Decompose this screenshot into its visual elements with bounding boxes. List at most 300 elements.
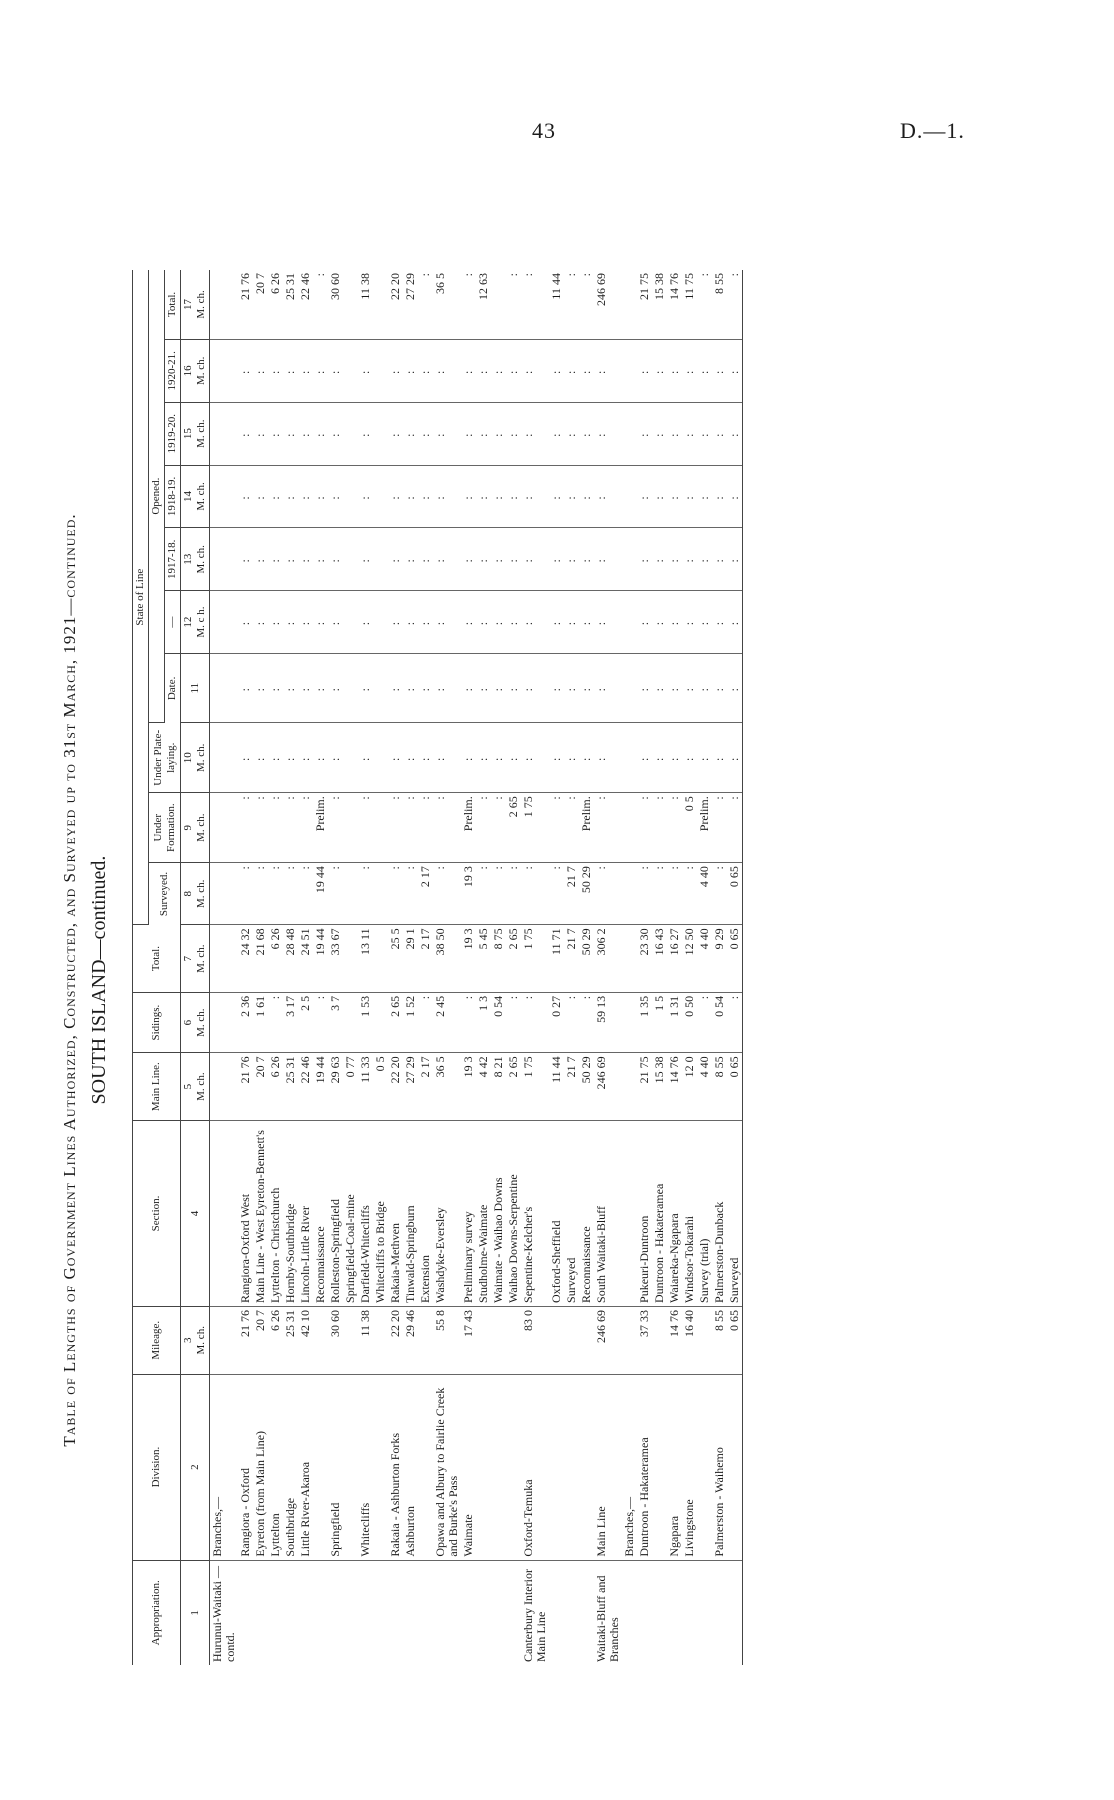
cell-main-line: 20 7 xyxy=(253,1053,268,1121)
cell-opened-1919-20: : xyxy=(476,402,491,465)
cell-opened-1917-18: : xyxy=(712,528,727,591)
cell-sidings: 2 5 xyxy=(298,992,313,1052)
cell-opened-total: : xyxy=(461,270,476,339)
table-row xyxy=(564,270,579,1665)
col-header-main-line: Main Line. xyxy=(133,1053,181,1121)
cell-appropriation xyxy=(712,1560,727,1665)
col-header-total-opened: Total. xyxy=(165,270,181,339)
cell-mileage: 16 40 xyxy=(682,1306,697,1374)
cell-opened-total: 36 5 xyxy=(433,270,461,339)
cell-total: 24 51 xyxy=(298,925,313,993)
cell-appropriation xyxy=(298,1560,313,1665)
cell-section: Oxford-Sheffield xyxy=(549,1120,564,1306)
cell-section: Extension xyxy=(418,1120,433,1306)
cell-date: : xyxy=(637,653,652,722)
cell-opened-total: 6 26 xyxy=(268,270,283,339)
cell-under-platelaying: : xyxy=(388,723,403,793)
cell-appropriation xyxy=(328,1560,343,1665)
cell-total: 2 17 xyxy=(418,925,433,993)
col-header-1919-20: 1919-20. xyxy=(165,402,181,465)
cell-surveyed: : xyxy=(238,863,253,925)
cell-main-line: 11 44 xyxy=(549,1053,564,1121)
cell-mileage xyxy=(491,1306,506,1374)
cell-opened-1920-21: : xyxy=(433,339,461,402)
cell-opened-1917-18: : xyxy=(238,528,253,591)
cell-mileage: 55 8 xyxy=(433,1306,461,1374)
cell-surveyed: : xyxy=(328,863,343,925)
cell-opened-1919-20: : xyxy=(506,402,521,465)
cell-mileage xyxy=(476,1306,491,1374)
cell-section: Lincoln-Little River xyxy=(298,1120,313,1306)
cell-division: Ngapara xyxy=(667,1374,682,1560)
cell-opened-col12: : xyxy=(461,591,476,654)
col-header-sidings: Sidings. xyxy=(133,992,181,1052)
cell-section xyxy=(210,1120,239,1306)
cell-under-platelaying: : xyxy=(298,723,313,793)
cell-surveyed: : xyxy=(637,863,652,925)
cell-section: Hornby-Southbridge xyxy=(283,1120,298,1306)
cell-opened-1918-19 xyxy=(210,465,239,528)
cell-under-formation: : xyxy=(652,793,667,863)
table-row xyxy=(298,270,313,1665)
cell-opened-1919-20: : xyxy=(283,402,298,465)
col-header-1918-19: 1918-19. xyxy=(165,465,181,528)
cell-total: 21 7 xyxy=(564,925,579,993)
cell-opened-total xyxy=(210,270,239,339)
cell-appropriation xyxy=(579,1560,594,1665)
cell-opened-col12: : xyxy=(253,591,268,654)
cell-opened-1920-21: : xyxy=(388,339,403,402)
cell-surveyed xyxy=(343,863,358,925)
cell-appropriation xyxy=(461,1560,476,1665)
table-row xyxy=(521,270,549,1665)
cell-opened-1918-19: : xyxy=(313,465,328,528)
cell-opened-col12: : xyxy=(433,591,461,654)
cell-date xyxy=(622,653,637,722)
cell-opened-1919-20: : xyxy=(564,402,579,465)
cell-under-formation: : xyxy=(594,793,622,863)
cell-under-platelaying: : xyxy=(697,723,712,793)
table-row xyxy=(579,270,594,1665)
cell-surveyed: : xyxy=(476,863,491,925)
cell-under-formation: : xyxy=(298,793,313,863)
cell-sidings: 1 3 xyxy=(476,992,491,1052)
cell-opened-1919-20: : xyxy=(298,402,313,465)
table-title: Table of Lengths of Government Lines Authorized, Constructed, and Surveyed up to 31st March, 1921—continued. xyxy=(60,513,79,1447)
col-number: 11 xyxy=(181,653,210,722)
table-row xyxy=(358,270,373,1665)
table-row xyxy=(491,270,506,1665)
cell-main-line: 0 65 xyxy=(727,1053,743,1121)
cell-surveyed: : xyxy=(506,863,521,925)
cell-main-line: 0 5 xyxy=(373,1053,388,1121)
cell-opened-1920-21: : xyxy=(283,339,298,402)
col-header-division: Division. xyxy=(133,1374,181,1560)
cell-opened-1920-21: : xyxy=(594,339,622,402)
cell-surveyed: 19 44 xyxy=(313,863,328,925)
cell-surveyed: : xyxy=(682,863,697,925)
table-row xyxy=(253,270,268,1665)
cell-opened-total: 11 44 xyxy=(549,270,564,339)
cell-section xyxy=(622,1120,637,1306)
cell-opened-1920-21: : xyxy=(313,339,328,402)
table-row xyxy=(461,270,476,1665)
cell-under-platelaying: : xyxy=(667,723,682,793)
cell-opened-1919-20: : xyxy=(268,402,283,465)
cell-mileage: 83 0 xyxy=(521,1306,549,1374)
cell-opened-1918-19: : xyxy=(283,465,298,528)
cell-date: : xyxy=(283,653,298,722)
cell-date: : xyxy=(549,653,564,722)
table-row xyxy=(549,270,564,1665)
cell-date: : xyxy=(682,653,697,722)
cell-opened-1918-19: : xyxy=(461,465,476,528)
cell-opened-1917-18 xyxy=(622,528,637,591)
cell-appropriation xyxy=(283,1560,298,1665)
cell-mileage xyxy=(652,1306,667,1374)
cell-opened-total: : xyxy=(697,270,712,339)
cell-sidings: 2 36 xyxy=(238,992,253,1052)
table-row xyxy=(652,270,667,1665)
cell-surveyed: : xyxy=(283,863,298,925)
cell-opened-1920-21: : xyxy=(268,339,283,402)
cell-surveyed xyxy=(622,863,637,925)
cell-mileage: 20 7 xyxy=(253,1306,268,1374)
cell-appropriation xyxy=(622,1560,637,1665)
cell-date: : xyxy=(461,653,476,722)
table-row xyxy=(667,270,682,1665)
cell-under-platelaying: : xyxy=(328,723,343,793)
cell-opened-total: 21 76 xyxy=(238,270,253,339)
cell-division: Rakaia - Ashburton Forks xyxy=(388,1374,403,1560)
cell-opened-1920-21 xyxy=(210,339,239,402)
cell-appropriation xyxy=(506,1560,521,1665)
cell-opened-total: 15 38 xyxy=(652,270,667,339)
cell-section: Surveyed xyxy=(564,1120,579,1306)
cell-sidings: 59 13 xyxy=(594,992,622,1052)
cell-sidings: 1 53 xyxy=(358,992,373,1052)
cell-under-formation: : xyxy=(564,793,579,863)
cell-opened-1919-20: : xyxy=(491,402,506,465)
cell-under-formation: 2 65 xyxy=(506,793,521,863)
cell-under-formation: Prelim. xyxy=(313,793,328,863)
cell-division: Livingstone xyxy=(682,1374,697,1560)
cell-total: 16 43 xyxy=(652,925,667,993)
cell-under-platelaying: : xyxy=(313,723,328,793)
cell-under-platelaying: : xyxy=(491,723,506,793)
cell-opened-1920-21 xyxy=(622,339,637,402)
cell-mileage: 14 76 xyxy=(667,1306,682,1374)
cell-surveyed: : xyxy=(388,863,403,925)
cell-opened-1917-18: : xyxy=(549,528,564,591)
cell-opened-total: 27 29 xyxy=(403,270,418,339)
cell-opened-1920-21: : xyxy=(564,339,579,402)
cell-opened-1920-21: : xyxy=(652,339,667,402)
cell-opened-1920-21: : xyxy=(298,339,313,402)
cell-sidings: : xyxy=(579,992,594,1052)
cell-surveyed: : xyxy=(268,863,283,925)
cell-opened-1919-20: : xyxy=(433,402,461,465)
cell-opened-1917-18: : xyxy=(328,528,343,591)
table-row xyxy=(418,270,433,1665)
cell-surveyed: 50 29 xyxy=(579,863,594,925)
cell-section: Whitecliffs to Bridge xyxy=(373,1120,388,1306)
cell-under-formation: : xyxy=(328,793,343,863)
cell-under-formation: Prelim. xyxy=(697,793,712,863)
cell-opened-1918-19: : xyxy=(328,465,343,528)
cell-main-line: 22 20 xyxy=(388,1053,403,1121)
cell-under-formation: : xyxy=(418,793,433,863)
cell-opened-total: 25 31 xyxy=(283,270,298,339)
page-number: 43 xyxy=(532,118,556,143)
cell-opened-col12: : xyxy=(358,591,373,654)
cell-surveyed: 19 3 xyxy=(461,863,476,925)
cell-total: 1 75 xyxy=(521,925,549,993)
cell-under-platelaying: : xyxy=(253,723,268,793)
col-number: 3 M. ch. xyxy=(181,1306,210,1374)
cell-opened-1919-20: : xyxy=(403,402,418,465)
cell-opened-1917-18 xyxy=(343,528,358,591)
cell-date: : xyxy=(403,653,418,722)
cell-mileage xyxy=(622,1306,637,1374)
cell-date: : xyxy=(712,653,727,722)
cell-opened-1919-20: : xyxy=(549,402,564,465)
cell-section: Reconnaissance xyxy=(313,1120,328,1306)
cell-opened-col12: : xyxy=(712,591,727,654)
cell-opened-1917-18: : xyxy=(253,528,268,591)
cell-opened-1918-19: : xyxy=(594,465,622,528)
cell-opened-1919-20: : xyxy=(712,402,727,465)
cell-sidings: 1 61 xyxy=(253,992,268,1052)
cell-mileage xyxy=(549,1306,564,1374)
cell-opened-total: 22 46 xyxy=(298,270,313,339)
cell-opened-total xyxy=(491,270,506,339)
cell-division: Waimate xyxy=(461,1374,476,1560)
cell-appropriation xyxy=(403,1560,418,1665)
col-number: 13 M. ch. xyxy=(181,528,210,591)
cell-appropriation: Hurunui-Waitaki —contd. xyxy=(210,1565,237,1662)
cell-under-platelaying: : xyxy=(549,723,564,793)
cell-division: Oxford-Temuka xyxy=(521,1374,549,1560)
cell-opened-1917-18: : xyxy=(667,528,682,591)
cell-opened-1920-21: : xyxy=(521,339,549,402)
cell-section: South Waitaki-Bluff xyxy=(594,1120,622,1306)
col-number: 4 xyxy=(181,1120,210,1306)
cell-opened-total: : xyxy=(564,270,579,339)
cell-main-line: 14 76 xyxy=(667,1053,682,1121)
table-row xyxy=(283,270,298,1665)
cell-opened-1919-20: : xyxy=(727,402,743,465)
cell-opened-1919-20: : xyxy=(697,402,712,465)
cell-appropriation xyxy=(667,1560,682,1665)
cell-opened-1918-19: : xyxy=(418,465,433,528)
cell-main-line: 15 38 xyxy=(652,1053,667,1121)
cell-mileage xyxy=(579,1306,594,1374)
cell-section: Windsor-Tokarahi xyxy=(682,1120,697,1306)
cell-section: Main Line - West Eyreton-Bennett's xyxy=(253,1120,268,1306)
cell-opened-1917-18: : xyxy=(697,528,712,591)
cell-opened-1918-19: : xyxy=(727,465,743,528)
table-row xyxy=(594,270,622,1665)
cell-opened-1920-21 xyxy=(343,339,358,402)
cell-section: Springfield-Coal-mine xyxy=(343,1120,358,1306)
cell-surveyed xyxy=(210,863,239,925)
cell-opened-1918-19 xyxy=(343,465,358,528)
cell-total: 50 29 xyxy=(579,925,594,993)
cell-mileage xyxy=(564,1306,579,1374)
cell-opened-col12: : xyxy=(506,591,521,654)
cell-date: : xyxy=(388,653,403,722)
cell-opened-1918-19: : xyxy=(506,465,521,528)
cell-total: 33 67 xyxy=(328,925,343,993)
cell-total: 4 40 xyxy=(697,925,712,993)
cell-opened-1917-18: : xyxy=(313,528,328,591)
cell-under-platelaying: : xyxy=(433,723,461,793)
cell-main-line: 19 44 xyxy=(313,1053,328,1121)
cell-opened-1920-21: : xyxy=(418,339,433,402)
col-header-under-platelaying: Under Plate-laying. xyxy=(149,723,181,793)
cell-opened-col12 xyxy=(373,591,388,654)
cell-date: : xyxy=(594,653,622,722)
cell-surveyed: : xyxy=(521,863,549,925)
cell-opened-1917-18: : xyxy=(506,528,521,591)
cell-opened-col12: : xyxy=(564,591,579,654)
cell-mileage: 246 69 xyxy=(594,1306,622,1374)
cell-main-line: 25 31 xyxy=(283,1053,298,1121)
cell-under-formation xyxy=(373,793,388,863)
cell-total xyxy=(373,925,388,993)
cell-surveyed: 4 40 xyxy=(697,863,712,925)
cell-opened-1920-21: : xyxy=(476,339,491,402)
cell-opened-1917-18: : xyxy=(579,528,594,591)
cell-total: 29 1 xyxy=(403,925,418,993)
cell-opened-1917-18: : xyxy=(403,528,418,591)
cell-division: Southbridge xyxy=(283,1374,298,1560)
cell-surveyed: : xyxy=(491,863,506,925)
cell-opened-col12: : xyxy=(298,591,313,654)
cell-main-line xyxy=(622,1053,637,1121)
cell-mileage: 0 65 xyxy=(727,1306,743,1374)
table-row xyxy=(682,270,697,1665)
cell-opened-1918-19: : xyxy=(667,465,682,528)
cell-total: 19 44 xyxy=(313,925,328,993)
cell-main-line: 2 17 xyxy=(418,1053,433,1121)
cell-opened-1918-19: : xyxy=(579,465,594,528)
cell-total xyxy=(343,925,358,993)
cell-opened-1917-18 xyxy=(210,528,239,591)
cell-sidings: 0 50 xyxy=(682,992,697,1052)
cell-opened-1918-19: : xyxy=(253,465,268,528)
cell-mileage: 11 38 xyxy=(358,1306,373,1374)
cell-opened-1917-18: : xyxy=(268,528,283,591)
page-reference: D.—1. xyxy=(900,118,965,143)
cell-section: Rangiora-Oxford West xyxy=(238,1120,253,1306)
cell-mileage: 42 10 xyxy=(298,1306,313,1374)
cell-division xyxy=(506,1374,521,1560)
cell-surveyed: 21 7 xyxy=(564,863,579,925)
cell-opened-1918-19: : xyxy=(697,465,712,528)
cell-sidings xyxy=(210,992,239,1052)
cell-appropriation xyxy=(697,1560,712,1665)
cell-date: : xyxy=(652,653,667,722)
cell-section: Sepentine-Kelcher's xyxy=(521,1120,549,1306)
cell-appropriation xyxy=(313,1560,328,1665)
cell-opened-total xyxy=(622,270,637,339)
cell-sidings xyxy=(622,992,637,1052)
col-number: 2 xyxy=(181,1374,210,1560)
cell-under-platelaying xyxy=(343,723,358,793)
cell-under-formation: : xyxy=(637,793,652,863)
cell-sidings: 0 27 xyxy=(549,992,564,1052)
cell-section: Lyttelton - Christchurch xyxy=(268,1120,283,1306)
table-row xyxy=(622,270,637,1665)
cell-opened-1920-21: : xyxy=(238,339,253,402)
cell-section: Waihao Downs-Serpentine xyxy=(506,1120,521,1306)
cell-division xyxy=(373,1374,388,1560)
cell-under-platelaying: : xyxy=(358,723,373,793)
cell-opened-1920-21: : xyxy=(637,339,652,402)
table-row xyxy=(238,270,253,1665)
cell-appropriation xyxy=(343,1560,358,1665)
cell-under-formation: : xyxy=(388,793,403,863)
cell-sidings: : xyxy=(268,992,283,1052)
cell-opened-total: 20 7 xyxy=(253,270,268,339)
cell-opened-1917-18: : xyxy=(358,528,373,591)
cell-under-platelaying xyxy=(373,723,388,793)
cell-sidings: 2 65 xyxy=(388,992,403,1052)
island-heading: SOUTH ISLAND—continued. xyxy=(88,855,110,1105)
cell-opened-total: : xyxy=(313,270,328,339)
cell-appropriation xyxy=(476,1560,491,1665)
cell-appropriation xyxy=(418,1560,433,1665)
rotated-table-page xyxy=(60,265,1020,1695)
cell-sidings: 3 17 xyxy=(283,992,298,1052)
cell-opened-total: 11 75 xyxy=(682,270,697,339)
cell-section: Tinwald-Springburn xyxy=(403,1120,418,1306)
cell-main-line: 246 69 xyxy=(594,1053,622,1121)
cell-division xyxy=(313,1374,328,1560)
cell-under-formation: : xyxy=(253,793,268,863)
cell-appropriation xyxy=(433,1560,461,1665)
col-number: 17 M. ch. xyxy=(181,270,210,339)
cell-opened-1919-20: : xyxy=(238,402,253,465)
cell-under-formation: : xyxy=(433,793,461,863)
cell-division: Eyreton (from Main Line) xyxy=(253,1374,268,1560)
col-number: 15 M. ch. xyxy=(181,402,210,465)
cell-division xyxy=(697,1374,712,1560)
cell-date: : xyxy=(491,653,506,722)
cell-opened-total: 22 20 xyxy=(388,270,403,339)
table-row xyxy=(476,270,491,1665)
cell-sidings: : xyxy=(564,992,579,1052)
cell-opened-total: : xyxy=(521,270,549,339)
cell-date: : xyxy=(358,653,373,722)
cell-appropriation xyxy=(238,1560,253,1665)
cell-opened-1917-18: : xyxy=(476,528,491,591)
cell-under-formation xyxy=(343,793,358,863)
cell-opened-1920-21: : xyxy=(506,339,521,402)
cell-surveyed: 0 65 xyxy=(727,863,743,925)
cell-opened-1919-20: : xyxy=(313,402,328,465)
cell-main-line: 21 75 xyxy=(637,1053,652,1121)
cell-surveyed: : xyxy=(652,863,667,925)
cell-opened-1920-21: : xyxy=(328,339,343,402)
cell-total: 6 26 xyxy=(268,925,283,993)
cell-total: 2 65 xyxy=(506,925,521,993)
cell-section: Darfield-Whitecliffs xyxy=(358,1120,373,1306)
cell-opened-total: : xyxy=(727,270,743,339)
cell-total: 306 2 xyxy=(594,925,622,993)
